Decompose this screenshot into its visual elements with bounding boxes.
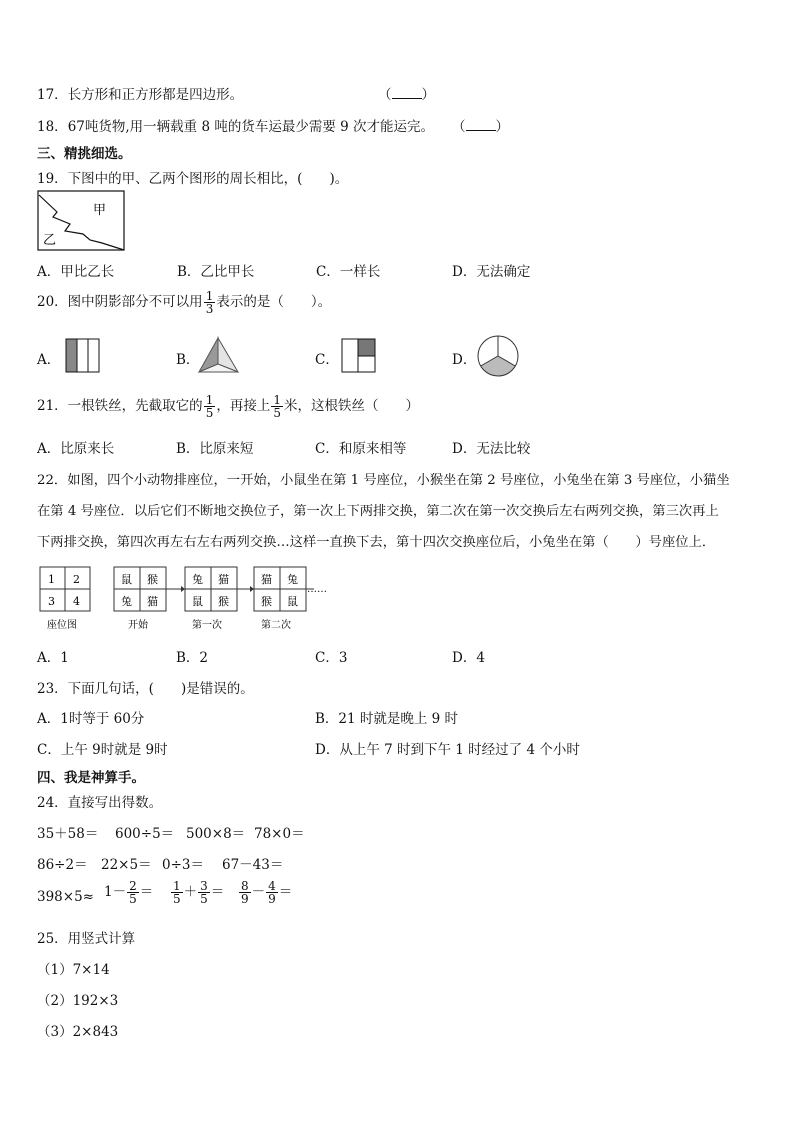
- svg-text:鼠: 鼠: [192, 595, 203, 608]
- q21-option-b[interactable]: B．比原来短: [176, 441, 254, 457]
- q23-option-c[interactable]: C．上午 9时就是 9时: [37, 742, 168, 758]
- question-25: 25．用竖式计算: [37, 931, 136, 947]
- svg-text:兔: 兔: [121, 595, 132, 608]
- q20-option-a[interactable]: A．: [37, 352, 61, 368]
- svg-text:猴: 猴: [261, 595, 272, 608]
- figure-label-yi: 乙: [43, 233, 57, 248]
- caption-second: 第二次: [261, 620, 291, 631]
- question-24: 24．直接写出得数。: [37, 795, 163, 811]
- shape-triangle: [196, 336, 242, 376]
- q22-option-a[interactable]: A．1: [37, 650, 69, 666]
- question-22-line-2: 在第 4 号座位．以后它们不断地交换位子，第一次上下两排交换，第二次在第一次交换后左右两列交换，第三次再上: [37, 504, 719, 519]
- q23-option-d[interactable]: D．从上午 7 时到下午 1 时经过了 4 个小时: [315, 742, 580, 758]
- section-4-title: 四、我是神算手。: [37, 770, 145, 786]
- shape-three-strips: [65, 338, 101, 374]
- question-17: 17．长方形和正方形都是四边形。: [37, 87, 244, 103]
- svg-text:兔: 兔: [192, 573, 203, 586]
- q23-option-a[interactable]: A．1时等于 60分: [37, 711, 145, 727]
- shape-square-split: [341, 338, 377, 374]
- vertical-calc-3: （3）2×843: [37, 1024, 119, 1040]
- seat-diagram: [37, 564, 337, 634]
- calc-11: $\frac{1}{5}$ ＋ $\frac{3}{5}$ ＝: [173, 879, 225, 906]
- q22-option-d[interactable]: D．4: [452, 650, 485, 666]
- calc-5: 86÷2＝: [37, 857, 88, 873]
- svg-text:猫: 猫: [261, 573, 272, 586]
- q23-option-b[interactable]: B．21 时就是晚上 9 时: [315, 711, 459, 727]
- calc-1: 35＋58＝: [37, 826, 99, 842]
- q21-option-d[interactable]: D．无法比较: [452, 441, 531, 457]
- q20-option-d[interactable]: D．: [452, 352, 477, 368]
- q19-option-d[interactable]: D．无法确定: [452, 264, 531, 280]
- svg-text:猫: 猫: [218, 573, 229, 586]
- svg-text:兔: 兔: [287, 573, 298, 586]
- question-22-line-3: 下两排交换，第四次再左右左右两列交换…这样一直换下去，第十四次交换座位后，小兔坐在第（ ）号座位上．: [37, 535, 716, 550]
- seat-2: 2: [73, 573, 80, 586]
- svg-text:猴: 猴: [147, 573, 158, 586]
- seat-1: 1: [48, 573, 55, 586]
- svg-text:鼠: 鼠: [287, 595, 298, 608]
- calc-9: 398×5≈: [37, 889, 94, 905]
- svg-text:鼠: 鼠: [121, 573, 132, 586]
- vertical-calc-2: （2）192×3: [37, 993, 119, 1009]
- calc-3: 500×8＝: [186, 826, 246, 842]
- q21-option-c[interactable]: C．和原来相等: [315, 441, 407, 457]
- q20-option-c[interactable]: C．: [315, 352, 339, 368]
- question-21: 21．一根铁丝，先截取它的 $\frac{1}{5}$ ，再接上 $\frac{1}{5}$ 米，这根铁丝（ ）: [37, 393, 419, 420]
- calc-12: $\frac{8}{9}$ － $\frac{4}{9}$ ＝: [241, 879, 293, 906]
- caption-start: 开始: [128, 620, 148, 631]
- q19-option-c[interactable]: C．一样长: [316, 264, 381, 280]
- fraction-one-third: $\frac{1}{3}$: [205, 289, 214, 316]
- shape-circle-thirds: [476, 334, 520, 378]
- question-18: 18．67吨货物,用一辆载重 8 吨的货车运最少需要 9 次才能运完。: [37, 119, 434, 135]
- q22-option-b[interactable]: B．2: [176, 650, 209, 666]
- calc-8: 67－43＝: [222, 857, 284, 873]
- seat-4: 4: [73, 595, 80, 608]
- calc-6: 22×5＝: [101, 857, 152, 873]
- q20-option-b[interactable]: B．: [176, 352, 200, 368]
- q21-option-a[interactable]: A．比原来长: [37, 441, 115, 457]
- q19-option-b[interactable]: B．乙比甲长: [177, 264, 255, 280]
- calc-7: 0÷3＝: [162, 857, 204, 873]
- vertical-calc-1: （1）7×14: [37, 962, 110, 978]
- perimeter-figure: [37, 190, 127, 252]
- caption-seat-chart: 座位图: [47, 620, 77, 631]
- q19-option-a[interactable]: A．甲比乙长: [37, 264, 115, 280]
- calc-10: 1－ $\frac{2}{5}$ ＝: [104, 879, 154, 906]
- q22-option-c[interactable]: C．3: [315, 650, 348, 666]
- continuation-dots: ……: [307, 584, 327, 595]
- question-20: 20．图中阴影部分不可以用 $\frac{1}{3}$ 表示的是（ ）。: [37, 289, 332, 316]
- section-3-title: 三、精挑细选。: [37, 146, 132, 162]
- figure-label-jia: 甲: [93, 203, 107, 218]
- seat-3: 3: [48, 595, 55, 608]
- calc-4: 78×0＝: [254, 826, 305, 842]
- question-23: 23．下面几句话，( )是错误的。: [37, 681, 254, 697]
- question-19: 19．下图中的甲、乙两个图形的周长相比，( )。: [37, 171, 349, 187]
- svg-text:猴: 猴: [218, 595, 229, 608]
- svg-text:猫: 猫: [147, 595, 158, 608]
- answer-blank-18[interactable]: （ ）: [452, 119, 509, 135]
- answer-blank-17[interactable]: （ ）: [378, 87, 435, 103]
- question-22-line-1: 22．如图，四个小动物排座位，一开始，小鼠坐在第 1 号座位，小猴坐在第 2 号座位，小兔坐在第 3 号座位，小猫坐: [37, 473, 730, 488]
- calc-2: 600÷5＝: [115, 826, 175, 842]
- caption-first: 第一次: [192, 620, 222, 631]
